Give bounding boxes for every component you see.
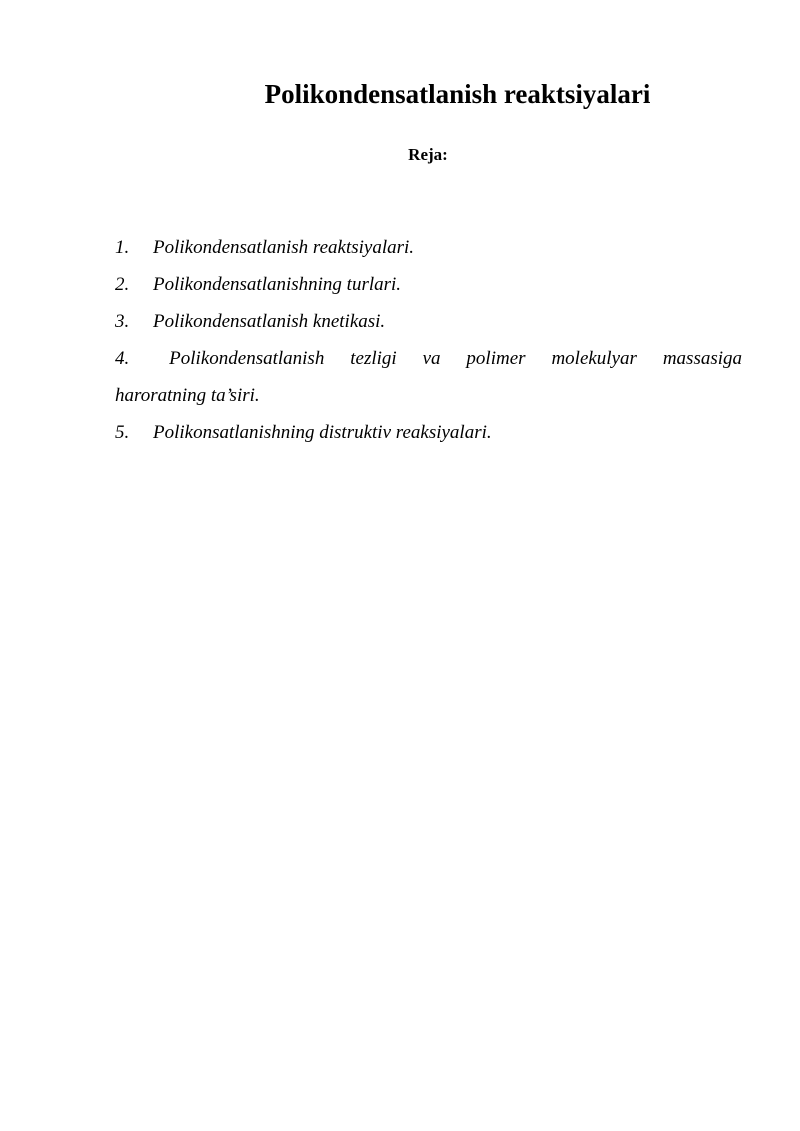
document-title: Polikondensatlanish reaktsiyalari (264, 79, 651, 109)
plan-item-text: Polikonsatlanishning distruktiv reaksiyalari. (153, 422, 492, 443)
plan-item (115, 266, 742, 303)
plan-item (115, 229, 742, 266)
plan-item-number: 5. (115, 422, 130, 443)
plan-item (115, 340, 742, 414)
plan-item (115, 303, 742, 340)
plan-item-number: 1. (115, 237, 130, 258)
plan-item-text: Polikondensatlanishning turlari. (153, 274, 402, 295)
plan-item-number: 2. (115, 274, 130, 295)
plan-heading: Reja: (408, 145, 448, 164)
plan-item-line-1 (115, 340, 742, 377)
plan-item (115, 414, 742, 451)
plan-item-text: Polikondensatlanish knetikasi. (153, 311, 386, 332)
plan-item-text-line-2: haroratning ta’siri. (115, 385, 260, 406)
plan-list (115, 229, 742, 451)
plan-item-number: 3. (115, 311, 130, 332)
plan-item-text-line-1: Polikondensatlanish tezligi va polimer molekulyar massasiga (169, 348, 743, 369)
plan-item-number: 4. (115, 348, 130, 369)
plan-item-text: Polikondensatlanish reaktsiyalari. (153, 237, 415, 258)
